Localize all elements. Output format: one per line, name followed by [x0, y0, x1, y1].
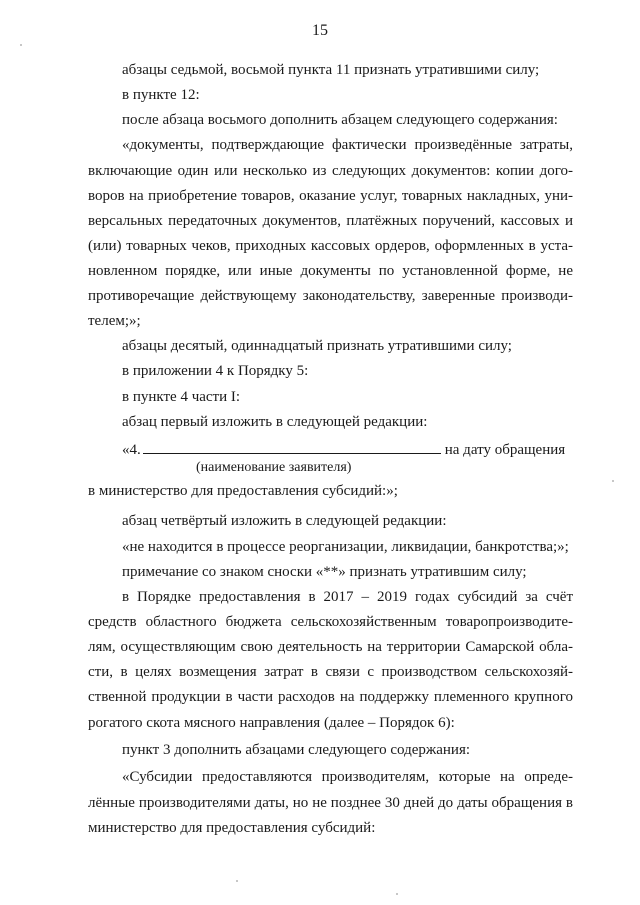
text-line: противоречащие действующему законодательству, заверенные производи-: [88, 288, 573, 304]
text-line: ственной продукции в части расходов на поддержку племенного крупного: [88, 689, 573, 705]
text-line: абзац четвёртый изложить в следующей редакции:: [122, 513, 447, 529]
text-line: абзацы седьмой, восьмой пункта 11 признать утратившими силу;: [122, 62, 540, 78]
form-fill-line: [122, 440, 573, 460]
scan-speck: [236, 880, 238, 882]
text-line: абзацы десятый, одиннадцатый признать утратившими силу;: [122, 338, 512, 354]
text-line: в министерство для предоставления субсидий:»;: [88, 483, 398, 499]
text-line: «не находится в процессе реорганизации, ликвидации, банкротства;»;: [122, 539, 569, 555]
text-line: версальных передаточных документов, платёжных поручений, кассовых и: [88, 213, 573, 229]
text-line: воров на приобретение товаров, оказание услуг, товарных накладных, уни-: [88, 188, 573, 204]
scan-speck: [396, 893, 398, 895]
text-line: в пункте 4 части I:: [122, 389, 241, 405]
text-line: новленном порядке, или иные документы по установленной форме, не: [88, 263, 573, 279]
text-line: сти, в целях возмещения затрат в связи с производством сельскохозяй-: [88, 664, 573, 680]
text-line: в приложении 4 к Порядку 5:: [122, 363, 309, 379]
blank-underline: [143, 452, 441, 454]
field-caption: (наименование заявителя): [196, 460, 352, 475]
text-line: лённые производителями даты, но не позднее 30 дней до даты обращения в: [88, 795, 573, 811]
text-line: после абзаца восьмого дополнить абзацем следующего содержания:: [122, 112, 558, 128]
text-line: в Порядке предоставления в 2017 – 2019 годах субсидий за счёт: [122, 589, 573, 605]
text-line: рогатого скота мясного направления (далее – Порядок 6):: [88, 715, 455, 731]
text-line: «документы, подтверждающие фактически произведённые затраты,: [122, 137, 573, 153]
text-line: (или) товарных чеков, приходных кассовых ордеров, оформленных в уста-: [88, 238, 573, 254]
scan-speck: [20, 44, 22, 46]
text-line: пункт 3 дополнить абзацами следующего содержания:: [122, 742, 471, 758]
text-line: включающие один или несколько из следующих документов: копии дого-: [88, 163, 573, 179]
text-line: лям, осуществляющим свою деятельность на территории Самарской обла-: [88, 639, 573, 655]
scan-speck: [612, 480, 614, 482]
text-fragment: на дату обращения: [444, 442, 566, 458]
text-line: примечание со знаком сноски «**» признать утратившим силу;: [122, 564, 527, 580]
text-line: министерство для предоставления субсидий:: [88, 820, 376, 836]
item-number: «4.: [122, 442, 141, 458]
text-line: абзац первый изложить в следующей редакции:: [122, 414, 428, 430]
text-line: в пункте 12:: [122, 87, 200, 103]
text-line: средств областного бюджета сельскохозяйственным товаропроизводите-: [88, 614, 573, 630]
text-line: телем;»;: [88, 313, 141, 329]
text-line: «Субсидии предоставляются производителям, которые на опреде-: [122, 769, 573, 785]
page-number: 15: [312, 22, 328, 39]
